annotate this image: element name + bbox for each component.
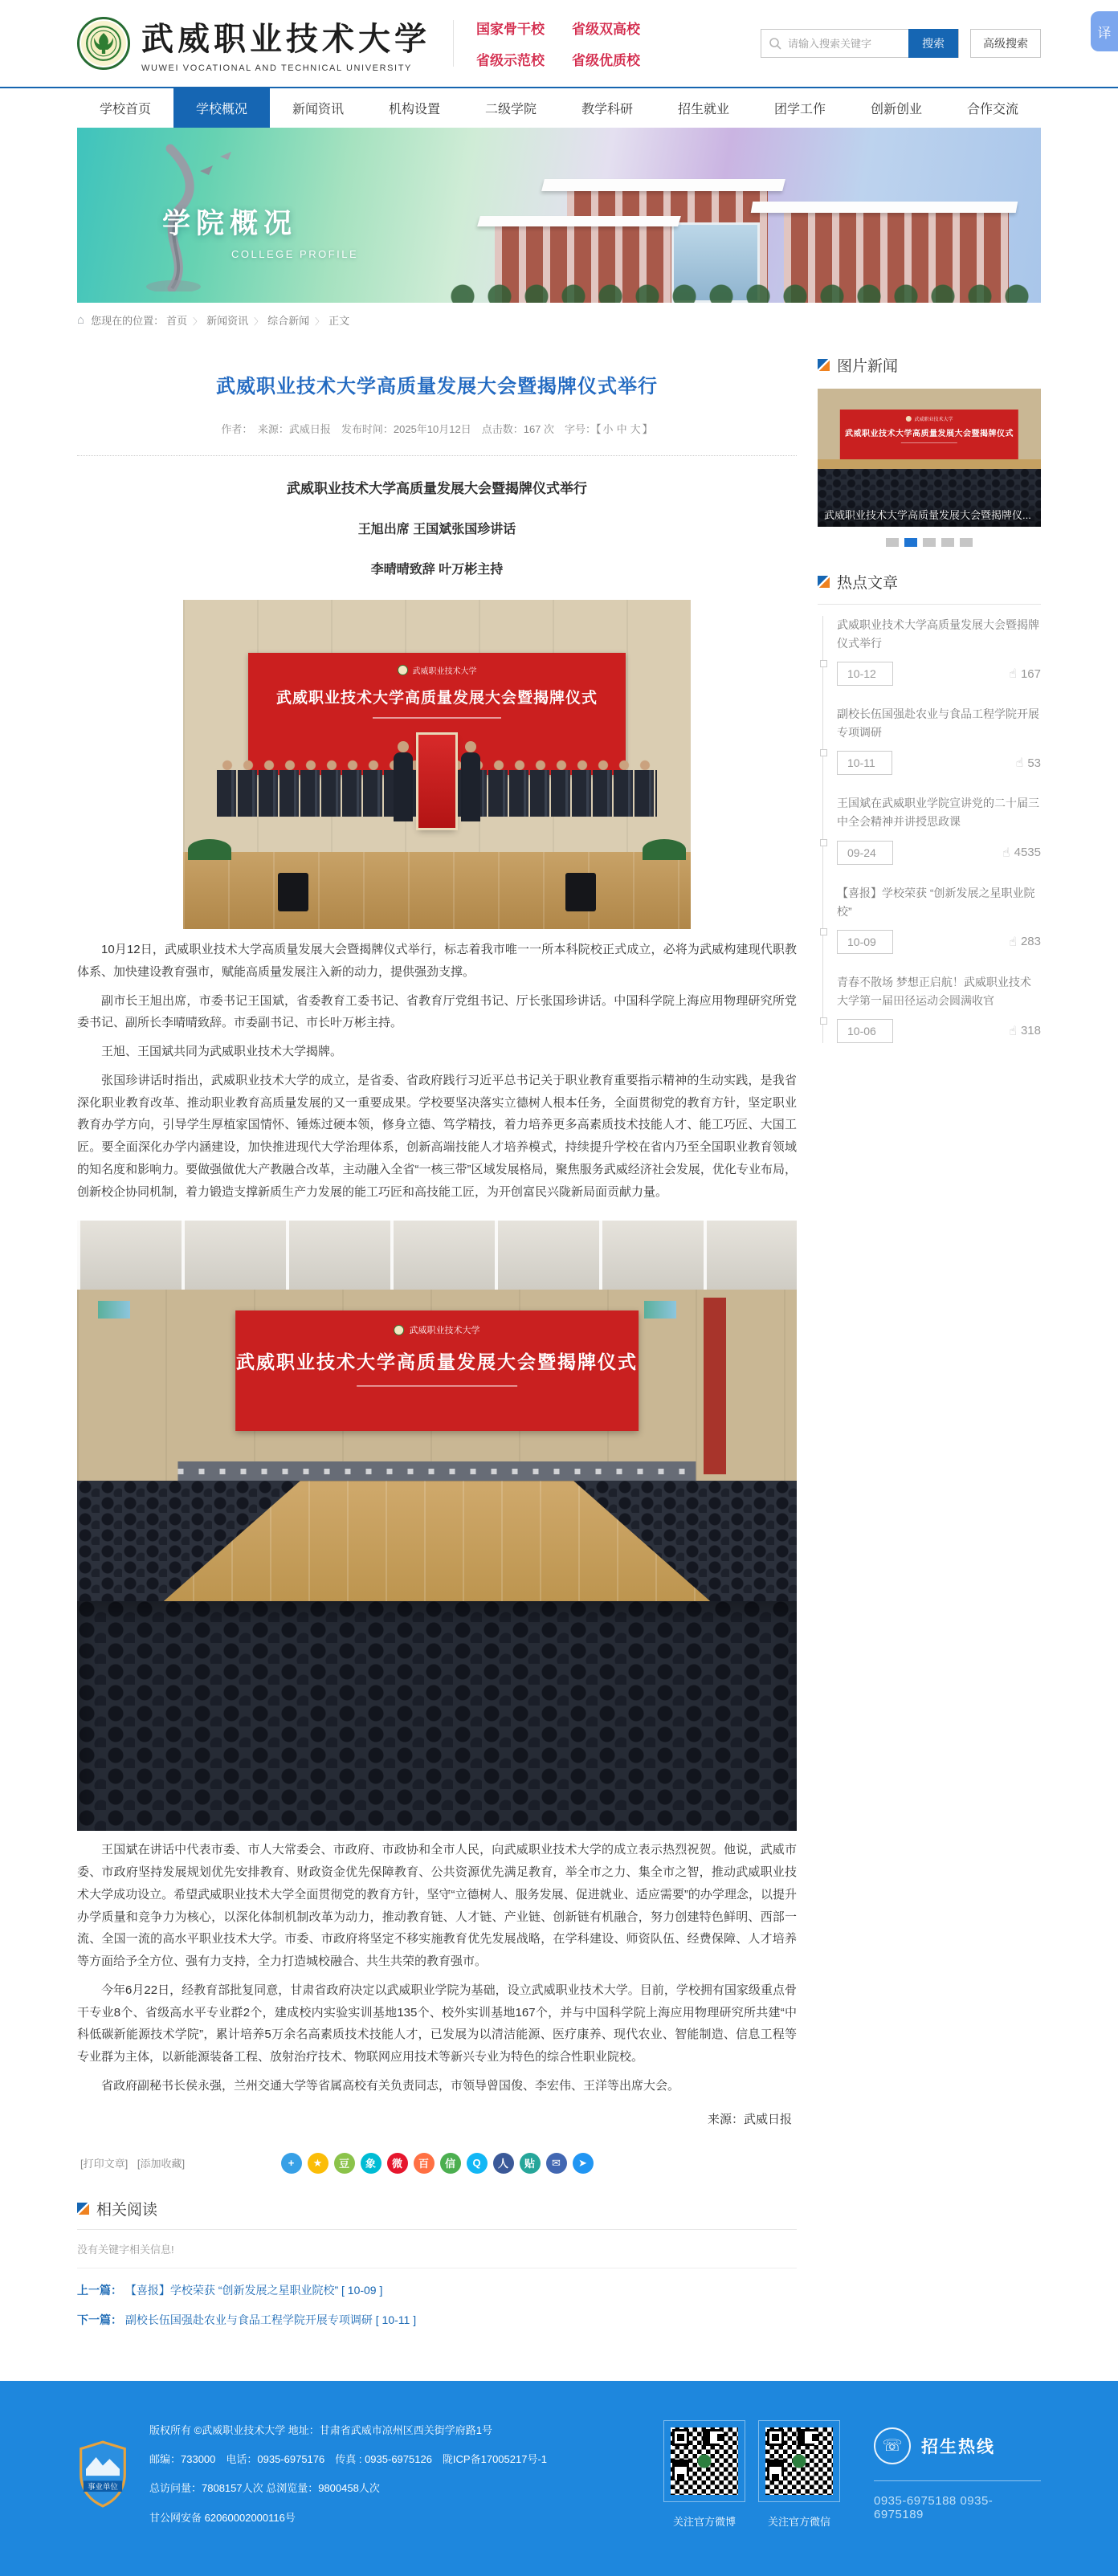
audience-crowd	[77, 1601, 797, 1831]
share-icon[interactable]: 微	[387, 2153, 408, 2174]
nav-item[interactable]: 二级学院	[463, 88, 559, 128]
backdrop-title: 武威职业技术大学高质量发展大会暨揭牌仪式	[248, 686, 626, 707]
click-count-icon: ☝	[1009, 666, 1017, 682]
fontsize-option[interactable]: 小	[603, 423, 614, 435]
section-corner-icon	[818, 576, 830, 588]
nav-item[interactable]: 合作交流	[945, 88, 1041, 128]
honor-badge: 省级双高校	[572, 18, 640, 38]
article-subtitle-3: 李晴晴致辞 叶万彬主持	[77, 559, 797, 577]
share-icon[interactable]: 信	[440, 2153, 461, 2174]
footer-info-line: 总访问量：7808157人次 总浏览量：9800458人次	[149, 2474, 663, 2503]
carousel-dot[interactable]	[923, 538, 936, 547]
site-footer	[0, 2381, 1118, 2576]
main-navigation	[0, 87, 1118, 128]
weibo-qr-caption: 关注官方微博	[663, 2513, 745, 2529]
hot-article-item[interactable]	[837, 616, 1041, 686]
share-icon[interactable]: 人	[493, 2153, 514, 2174]
hot-article-views: 53	[1027, 756, 1041, 770]
article-paragraph: 王旭、王国斌共同为武威职业技术大学揭牌。	[77, 1041, 797, 1063]
hot-article-title[interactable]: 王国斌在武威职业学院宣讲党的二十届三中全会精神并讲授思政课	[837, 794, 1041, 831]
breadcrumb-item[interactable]: 综合新闻 〉	[267, 315, 324, 327]
hotline-numbers: 0935-6975188 0935-6975189	[874, 2494, 1041, 2521]
hot-article-item[interactable]	[837, 973, 1041, 1043]
nav-item[interactable]: 招生就业	[655, 88, 752, 128]
article-source: 来源：武威日报	[82, 2110, 792, 2127]
article-meta: 作者： 来源：武威日报 发布时间：2025年10月12日 点击数：167 次 字号：【 小 中 大 】	[77, 421, 797, 436]
university-seal-logo	[77, 17, 130, 70]
carousel-dot[interactable]	[960, 538, 973, 547]
next-article-row	[77, 2312, 797, 2328]
hot-articles-section	[818, 571, 1041, 1043]
footer-info	[149, 2416, 663, 2533]
nav-item[interactable]: 创新创业	[848, 88, 945, 128]
nav-item[interactable]: 新闻资讯	[270, 88, 366, 128]
campus-building-graphic	[447, 174, 1041, 303]
search-button[interactable]: 搜索	[908, 29, 958, 58]
breadcrumb-item[interactable]: 首页 〉	[166, 315, 202, 327]
public-institution-badge[interactable]	[77, 2440, 129, 2508]
hall-ceiling	[77, 1221, 797, 1290]
carousel-dots	[818, 538, 1041, 547]
nav-item[interactable]: 机构设置	[366, 88, 463, 128]
article-paragraph: 王国斌在讲话中代表市委、市人大常委会、市政府、市政协和全市人民，向武威职业技术大学的成立表示热烈祝贺。他说，武威市委、市政府坚持发展规划优先安排教育、财政资金优先保障教育、公共资源优先满足教育，举全市之力、集全市之智，推动武威职业技术大学成功设立。希望武威职业技术大学全面贯彻党的教育方针，坚守“立德树人、服务发展、促进就业、适应需要”的办学理念，以提升办学质量和竞争力为核心，以深化体制机制改革为动力，推动教育链、人才链、产业链、创新链有机融合，努力创建特色鲜明、西部一流、全国一流的高水平职业技术大学。市委、市政府将坚定不移实施教育优先发展战略，在学科建设、师资队伍、经费保障、人才培养等方面给予全方位、强有力支持，全力打造城校融合、共生共荣的教育强市。	[77, 1839, 797, 1973]
click-count-icon: ☝	[1009, 1023, 1017, 1039]
hot-article-title[interactable]: 青春不散场 梦想正启航！武威职业技术大学第一届田径运动会圆满收官	[837, 973, 1041, 1010]
university-name-cn: 武威职业技术大学	[141, 14, 430, 59]
hot-article-date: 10-09	[837, 930, 893, 954]
banner-title: 学院概况	[162, 202, 297, 242]
backdrop-title: 武威职业技术大学高质量发展大会暨揭牌仪式	[235, 1347, 639, 1374]
dotted-divider	[77, 455, 797, 456]
section-corner-icon	[818, 359, 830, 371]
article-paragraph: 今年6月22日，经教育部批复同意，甘肃省政府决定以武威职业学院为基础，设立武威职业技术大学。目前，学校拥有国家级重点骨干专业8个、省级高水平专业群2个，建成校内实验实训基地135个、校外实训基地167个，并与中国科学院上海应用物理研究所共建“中科低碳新能源技术学院”，累计培养5万余名高素质技术技能人才，已发展为以清洁能源、医疗康养、现代农业、智能制造、信息工程等专业群为主体，以新能源装备工程、放射治疗技术、物联网应用技术等新兴专业为特色的综合性职业院校。	[77, 1979, 797, 2069]
share-icon[interactable]: 百	[414, 2153, 435, 2174]
share-buttons	[281, 2153, 594, 2174]
prev-label: 上一篇：	[77, 2284, 122, 2297]
picture-news-section	[818, 354, 1041, 547]
footer-info-line: 邮编：733000 电话：0935-6975176 传真 : 0935-6975126 陇ICP备17005217号-1	[149, 2445, 663, 2474]
article-meta-text: 作者： 来源：武威日报 发布时间：2025年10月12日 点击数：167 次 字号：	[221, 423, 596, 435]
speaker-box	[565, 873, 596, 911]
article-subtitle-2: 王旭出席 王国斌张国珍讲话	[77, 519, 797, 537]
admission-hotline	[874, 2427, 1041, 2521]
hot-article-title[interactable]: 副校长伍国强赴农业与食品工程学院开展专项调研	[837, 705, 1041, 742]
next-article-date: [ 10-11 ]	[376, 2313, 416, 2326]
related-empty-text: 没有关键字相关信息!	[77, 2241, 797, 2256]
hot-article-date: 10-12	[837, 662, 893, 686]
hot-article-views: 4535	[1014, 846, 1041, 859]
click-count-icon: ☝	[1009, 934, 1017, 950]
footer-info-line: 版权所有 ©武威职业技术大学 地址：甘肃省武威市凉州区西关街学府路1号	[149, 2416, 663, 2445]
hot-article-item[interactable]	[837, 794, 1041, 864]
hot-article-views: 318	[1021, 1024, 1041, 1037]
carousel-dot[interactable]	[904, 538, 917, 547]
article-paragraph: 省政府副秘书长侯永强，兰州交通大学等省属高校有关负责同志，市领导曾国俊、李宏伟、王洋等出席大会。	[77, 2075, 797, 2097]
search-box	[761, 29, 959, 58]
next-article-link[interactable]: 副校长伍国强赴农业与食品工程学院开展专项调研	[125, 2313, 373, 2326]
stage-floor	[183, 852, 691, 929]
hot-article-views: 283	[1021, 935, 1041, 948]
next-label: 下一篇：	[77, 2313, 122, 2326]
click-count-icon: ☝	[1002, 845, 1010, 861]
prev-article-date: [ 10-09 ]	[341, 2284, 382, 2297]
svg-text:事业单位: 事业单位	[88, 2482, 118, 2492]
hot-articles-title: 热点文章	[837, 571, 898, 593]
article-paragraph: 10月12日，武威职业技术大学高质量发展大会暨揭牌仪式举行，标志着我市唯一一所本科院校正式成立，必将为武威构建现代职教体系、加快建设教育强市，赋能高质量发展注入新的动力，提供强劲支撑。	[77, 939, 797, 984]
fontsize-option[interactable]: 大	[630, 423, 641, 435]
red-plaque	[418, 735, 455, 828]
article-photo-assembly	[77, 1221, 797, 1831]
share-icon[interactable]: +	[281, 2153, 302, 2174]
click-count-icon: ☝	[1016, 755, 1024, 771]
hot-article-views: 167	[1021, 667, 1041, 681]
share-icon[interactable]: Q	[467, 2153, 488, 2174]
plant-decoration	[188, 839, 231, 860]
backdrop-logo-icon	[398, 665, 408, 675]
nav-item[interactable]: 教学科研	[559, 88, 655, 128]
article-photo-unveiling	[183, 600, 691, 929]
section-corner-icon	[77, 2203, 89, 2215]
hot-article-title[interactable]: 武威职业技术大学高质量发展大会暨揭牌仪式举行	[837, 616, 1041, 653]
share-icon[interactable]: 象	[361, 2153, 382, 2174]
add-favorite-link[interactable]: [添加收藏]	[137, 2158, 185, 2170]
site-header	[0, 0, 1118, 87]
university-name-en: WUWEI VOCATIONAL AND TECHNICAL UNIVERSITY	[141, 63, 430, 73]
related-reading-title: 相关阅读	[96, 2198, 157, 2219]
prev-article-link[interactable]: 【喜报】学校荣获 “创新发展之星职业院校”	[125, 2284, 338, 2297]
red-column	[704, 1298, 726, 1474]
unveiling-person-left	[394, 752, 413, 821]
home-icon: ⌂	[77, 313, 84, 327]
advanced-search-button[interactable]: 高级搜索	[970, 29, 1041, 58]
carousel-dot[interactable]	[886, 538, 899, 547]
breadcrumb-item[interactable]: 正文	[328, 315, 355, 327]
tree-emblem-icon	[85, 25, 122, 62]
banner-subtitle: COLLEGE PROFILE	[231, 248, 358, 260]
picture-news-caption[interactable]: 武威职业技术大学高质量发展大会暨揭牌仪...	[818, 502, 1041, 527]
article-paragraph: 副市长王旭出席，市委书记王国斌，省委教育工委书记、省教育厅党组书记、厅长张国珍讲话。中国科学院上海应用物理研究所党委书记、副所长李晴晴致辞。市委副书记、市长叶万彬主持。	[77, 990, 797, 1035]
article-paragraph: 张国珍讲话时指出，武威职业技术大学的成立，是省委、省政府践行习近平总书记关于职业教育重要指示精神的生动实践，是我省深化职业教育改革、推动职业教育高质量发展的又一重要成果。学校要坚决落实立德树人根本任务，全面贯彻党的教育方针，坚定职业教育办学方向，引导学生厚植家国情怀、锤炼过硬本领，修身立德、笃学精技，着力培养更多高素质技术技能人才、能工巧匠、大国工匠。要全面深化办学内涵建设，加快推进现代大学治理体系，创新高端技能人才培养模式，持续提升学校在省内乃至全国职业教育领域的知名度和影响力。要做强做优大产教融合改革，主动融入全省“一核三带”区域发展格局，聚焦服务武威经济社会发展，优化专业布局，创新校企协同机制，着力锻造支撑新质生产力发展的能工巧匠和高技能工匠，为开创富民兴陇新局面贡献力量。	[77, 1070, 797, 1204]
fontsize-option[interactable]: 中	[617, 423, 627, 435]
nav-item[interactable]: 学校首页	[77, 88, 173, 128]
footer-info-line: 甘公网安备 62060002000116号	[149, 2504, 663, 2533]
nav-item[interactable]: 团学工作	[752, 88, 848, 128]
nav-item[interactable]: 学校概况	[173, 88, 270, 128]
honor-badge: 国家骨干校	[476, 18, 545, 38]
share-icon[interactable]: 豆	[334, 2153, 355, 2174]
hot-article-item[interactable]	[837, 705, 1041, 775]
hot-article-date: 10-11	[837, 751, 892, 775]
breadcrumb-prefix: 您现在的位置：	[91, 312, 164, 328]
search-input[interactable]	[781, 38, 908, 50]
plant-decoration	[643, 839, 686, 860]
wechat-qr-caption: 关注官方微信	[758, 2513, 840, 2529]
picture-news-title: 图片新闻	[837, 354, 898, 376]
hot-article-item[interactable]	[837, 884, 1041, 954]
picture-news-photo[interactable]: 武威职业技术大学 武威职业技术大学高质量发展大会暨揭牌仪式 武威职业技术大学高质量发展大会暨揭牌仪...	[818, 389, 1041, 527]
header-divider	[453, 20, 454, 67]
red-stage-backdrop: 武威职业技术大学 武威职业技术大学高质量发展大会暨揭牌仪式	[235, 1310, 639, 1431]
prev-article-row	[77, 2282, 797, 2298]
weibo-qr-code	[671, 2427, 738, 2495]
article-main	[77, 341, 797, 2328]
carousel-dot[interactable]	[941, 538, 954, 547]
search-icon	[769, 37, 781, 50]
head-table	[177, 1461, 696, 1481]
share-icon[interactable]: 贴	[520, 2153, 541, 2174]
translate-button[interactable]: 译	[1091, 11, 1118, 51]
article-subtitle-1: 武威职业技术大学高质量发展大会暨揭牌仪式举行	[77, 477, 797, 497]
speaker-box	[278, 873, 308, 911]
article-title: 武威职业技术大学高质量发展大会暨揭牌仪式举行	[101, 370, 773, 398]
breadcrumb-item[interactable]: 新闻资讯 〉	[206, 315, 263, 327]
hot-article-title[interactable]: 【喜报】学校荣获 “创新发展之星职业院校”	[837, 884, 1041, 921]
print-article-link[interactable]: [打印文章]	[80, 2158, 128, 2170]
hot-article-date: 09-24	[837, 841, 893, 865]
phone-icon: ☏	[874, 2427, 911, 2464]
honor-badge: 省级示范校	[476, 49, 545, 69]
share-icon[interactable]: ★	[308, 2153, 328, 2174]
hotline-title: 招生热线	[921, 2434, 995, 2458]
wechat-qr-code	[765, 2427, 833, 2495]
hot-article-date: 10-06	[837, 1019, 893, 1043]
backdrop-logo-icon	[394, 1325, 405, 1335]
section-banner	[77, 128, 1041, 303]
honor-badge: 省级优质校	[572, 49, 640, 69]
share-icon[interactable]: ✉	[546, 2153, 567, 2174]
breadcrumb	[77, 303, 1041, 336]
related-reading-section	[77, 2198, 797, 2268]
honor-badges	[476, 18, 640, 69]
share-icon[interactable]: ➤	[573, 2153, 594, 2174]
unveiling-person-right	[461, 752, 480, 821]
backdrop-org-name: 武威职业技术大学	[413, 664, 477, 676]
sidebar	[818, 341, 1041, 2328]
